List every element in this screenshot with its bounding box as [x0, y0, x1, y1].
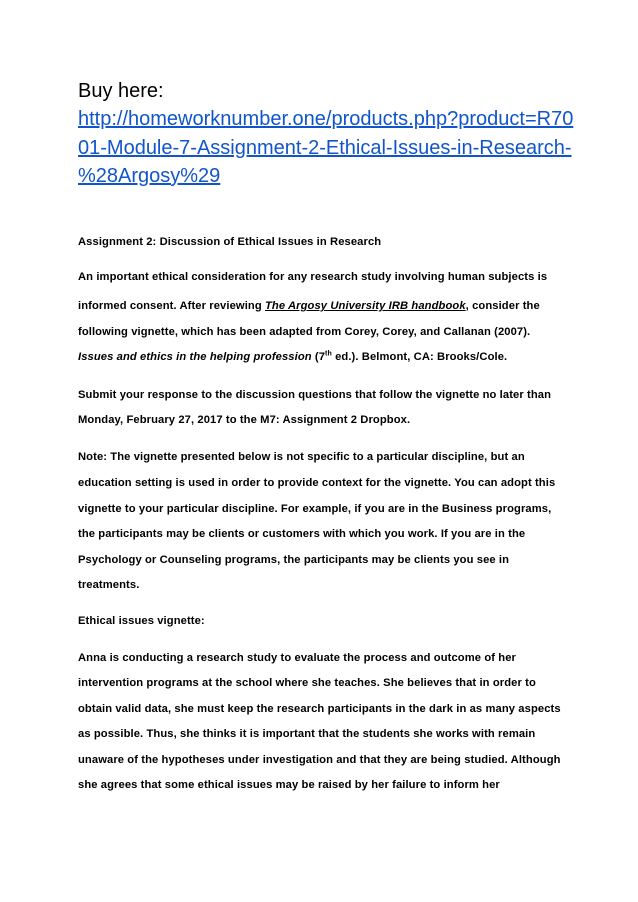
submit-line-1: Submit your response to the discussion questions that follow the vignette no later than — [78, 389, 552, 401]
product-link-line-3[interactable]: %28Argosy%29 — [78, 165, 221, 187]
edition-suffix: ed.). Belmont, CA: Brooks/Cole. — [331, 351, 508, 363]
intro-line-3: following vignette, which has been adapted from Corey, Corey, and Callanan (2007). — [78, 326, 531, 338]
product-link-line-2[interactable]: 01-Module-7-Assignment-2-Ethical-Issues-in-Research- — [78, 137, 572, 159]
note-line-2: education setting is used in order to provide context for the vignette. You can adopt this — [78, 477, 556, 489]
intro-line-1: An important ethical consideration for any research study involving human subjects is — [78, 271, 548, 283]
book-title: Issues and ethics in the helping profession — [78, 351, 312, 363]
vignette-line-5: unaware of the hypotheses under investigation and that they are being studied. Although — [78, 754, 561, 766]
intro-line-2-text-b: , consider the — [465, 300, 540, 312]
vignette-line-4: as possible. Thus, she thinks it is important that the students she works with remain — [78, 728, 536, 740]
note-line-6: treatments. — [78, 579, 140, 591]
vignette-line-6: she agrees that some ethical issues may be raised by her failure to inform her — [78, 779, 500, 791]
vignette-line-1: Anna is conducting a research study to evaluate the process and outcome of her — [78, 652, 516, 664]
note-line-4: the participants may be clients or customers with which you work. If you are in the — [78, 528, 526, 540]
intro-line-2-text-a: informed consent. After reviewing — [78, 300, 265, 312]
edition-prefix: (7 — [311, 351, 326, 363]
note-line-3: vignette to your particular discipline. For example, if you are in the Business programs, — [78, 503, 552, 515]
edition-superscript: th — [325, 350, 332, 358]
note-line-5: Psychology or Counseling programs, the participants may be clients you see in — [78, 554, 510, 566]
product-link-line-1[interactable]: http://homeworknumber.one/products.php?product=R70 — [78, 108, 574, 130]
buy-here-label: Buy here: — [78, 80, 164, 102]
vignette-line-2: intervention programs at the school where she teaches. She believes that in order to — [78, 677, 536, 689]
intro-line-2 — [78, 299, 540, 313]
submit-line-2: Monday, February 27, 2017 to the M7: Assignment 2 Dropbox. — [78, 414, 411, 426]
note-line-1: Note: The vignette presented below is not specific to a particular discipline, but an — [78, 451, 525, 463]
vignette-line-3: obtain valid data, she must keep the research participants in the dark in as many aspects — [78, 703, 561, 715]
irb-handbook-link[interactable]: The Argosy University IRB handbook — [265, 300, 466, 312]
assignment-title: Assignment 2: Discussion of Ethical Issues in Research — [78, 236, 382, 248]
vignette-heading: Ethical issues vignette: — [78, 615, 205, 627]
intro-line-4 — [78, 350, 507, 364]
